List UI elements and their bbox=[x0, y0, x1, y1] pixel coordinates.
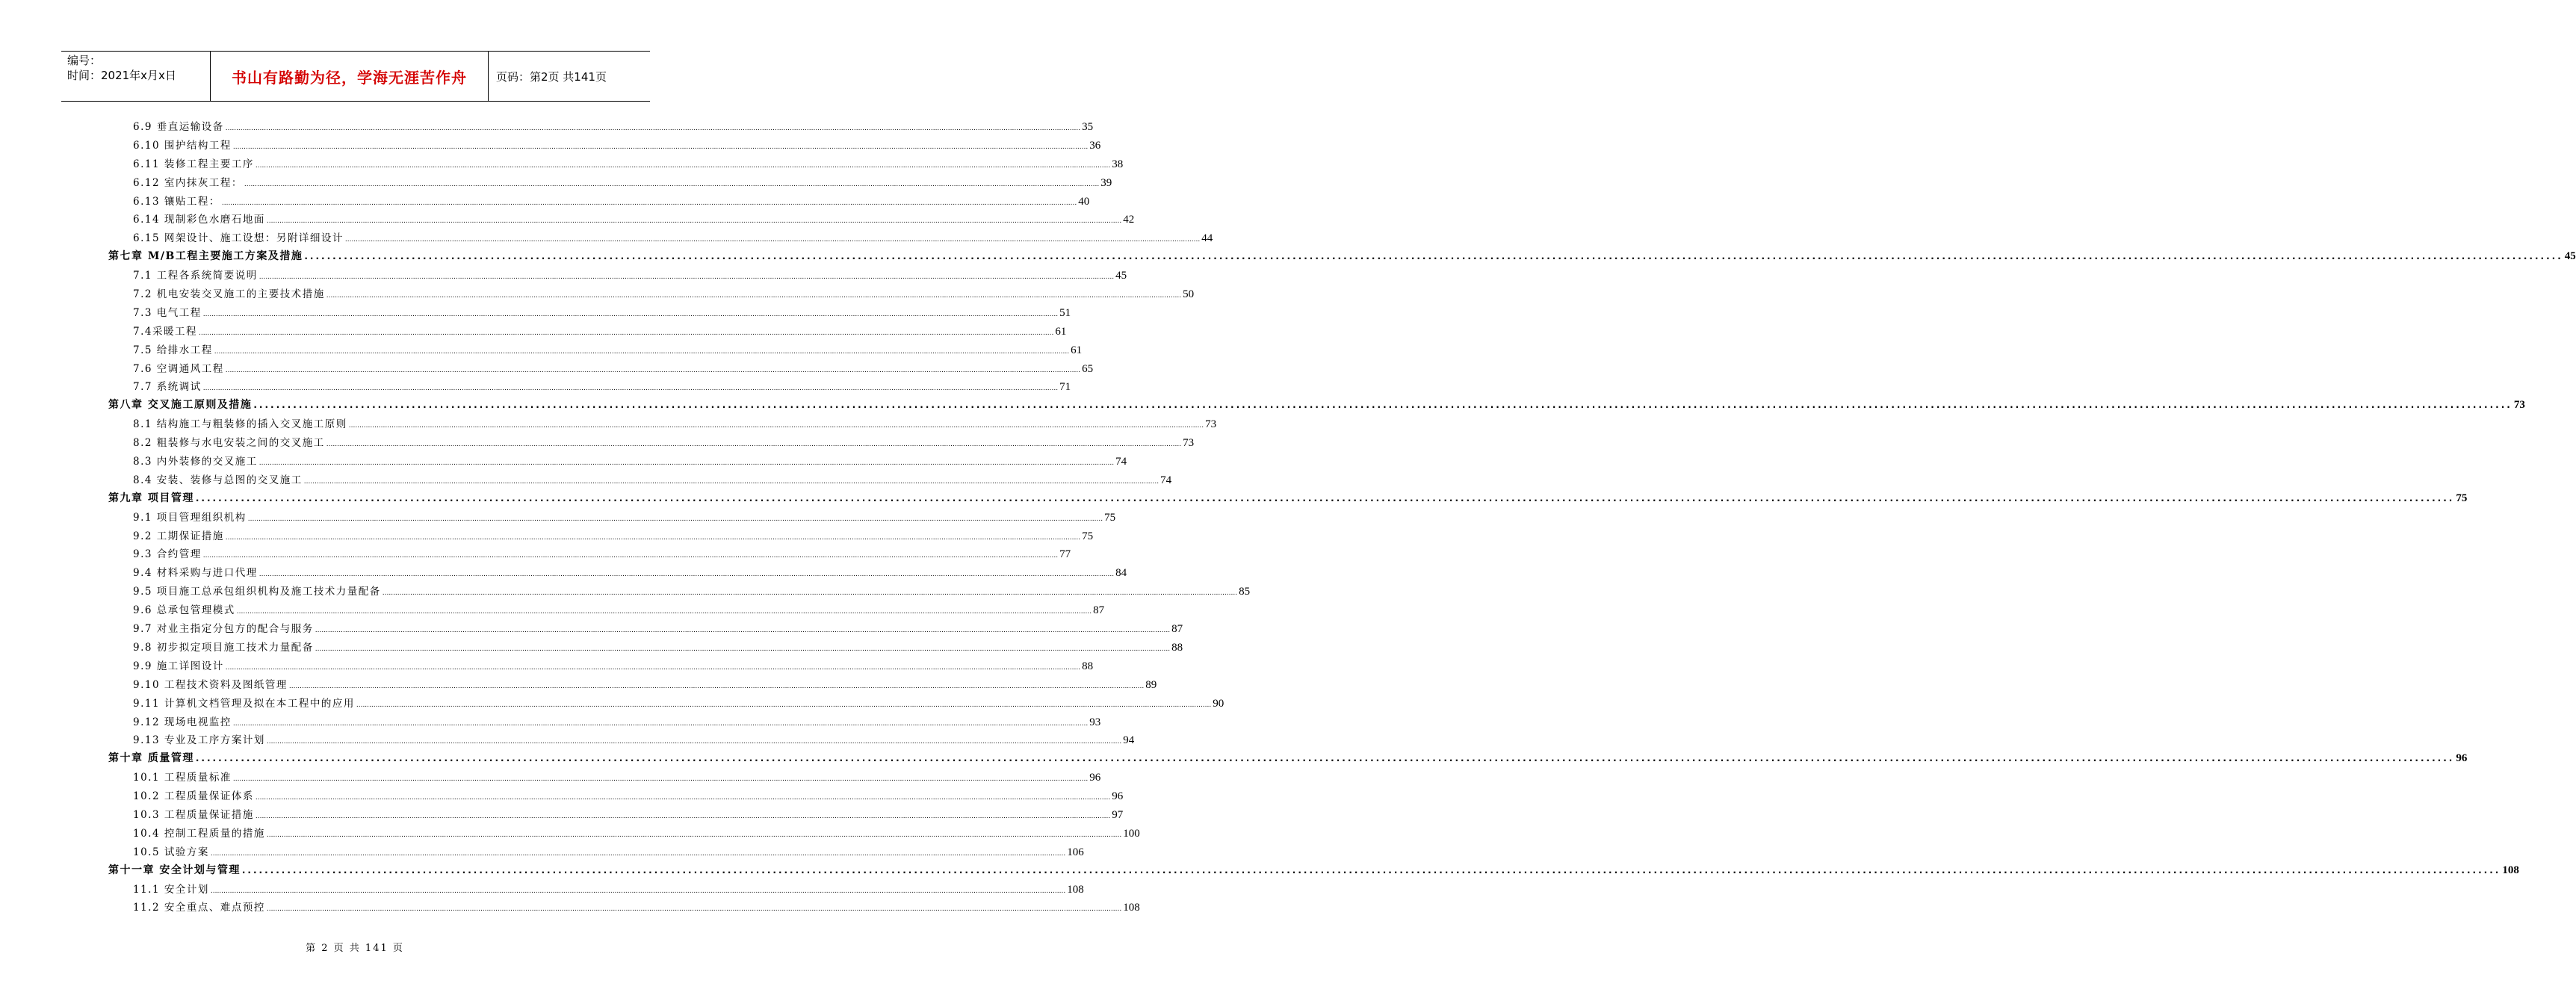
toc-leader-dots: ................................................................................................................................................................................................................................................................................................................................................................................................................ bbox=[356, 701, 1212, 709]
toc-entry-page: 74 bbox=[1115, 456, 1127, 468]
toc-entry-label: 9.10 工程技术资料及图纸管理 bbox=[133, 678, 288, 691]
toc-leader-dots: ................................................................................................................................................................................................................................................................................................................................................................................................................ bbox=[247, 515, 1103, 523]
toc-entry-page: 71 bbox=[1059, 381, 1071, 394]
toc-section-entry[interactable] bbox=[108, 601, 1105, 620]
toc-leader-dots: ................................................................................................................................................................................................................................................................................................................................................................................................................ bbox=[244, 180, 1100, 188]
toc-entry-label: 6.15 网架设计、施工设想：另附详细设计 bbox=[133, 232, 344, 245]
toc-entry-page: 94 bbox=[1123, 734, 1135, 747]
toc-section-entry[interactable] bbox=[108, 639, 1183, 657]
toc-section-entry[interactable] bbox=[108, 509, 1116, 527]
toc-entry-label: 9.2 工期保证措施 bbox=[133, 530, 224, 542]
page-header bbox=[61, 51, 650, 102]
toc-entry-label: 8.1 结构施工与粗装修的插入交叉施工原则 bbox=[133, 418, 347, 431]
toc-entry-label: 第九章 项目管理 bbox=[108, 492, 194, 504]
toc-leader-dots: ................................................................................................................................................................................................................................................................................................................................................................................................................ bbox=[232, 775, 1089, 784]
toc-entry-label: 8.2 粗装修与水电安装之间的交叉施工 bbox=[133, 437, 325, 450]
toc-entry-label: 7.2 机电安装交叉施工的主要技术措施 bbox=[133, 288, 325, 301]
toc-entry-page: 39 bbox=[1100, 176, 1112, 189]
toc-leader-dots: ................................................................................................................................................................................................................................................................................................................................................................................................................ bbox=[195, 492, 2455, 503]
toc-leader-dots: ................................................................................................................................................................................................................................................................................................................................................................................................................ bbox=[232, 143, 1089, 151]
toc-leader-dots: ................................................................................................................................................................................................................................................................................................................................................................................................................ bbox=[258, 459, 1115, 468]
toc-leader-dots: ................................................................................................................................................................................................................................................................................................................................................................................................................ bbox=[255, 794, 1111, 802]
toc-entry-label: 7.5 给排水工程 bbox=[133, 344, 213, 356]
toc-section-entry[interactable] bbox=[108, 787, 1124, 806]
toc-entry-page: 96 bbox=[2456, 752, 2468, 765]
toc-leader-dots: ................................................................................................................................................................................................................................................................................................................................................................................................................ bbox=[255, 812, 1111, 820]
toc-leader-dots: ................................................................................................................................................................................................................................................................................................................................................................................................................ bbox=[382, 589, 1238, 598]
toc-entry-label: 7.4采暖工程 bbox=[133, 325, 197, 338]
toc-section-entry[interactable] bbox=[108, 341, 1083, 360]
toc-entry-page: 73 bbox=[2513, 399, 2525, 412]
toc-leader-dots: ................................................................................................................................................................................................................................................................................................................................................................................................................ bbox=[210, 849, 1066, 858]
toc-entry-label: 10.1 工程质量标准 bbox=[133, 772, 232, 784]
toc-entry-page: 87 bbox=[1171, 623, 1183, 636]
toc-entry-label: 11.1 安全计划 bbox=[133, 883, 209, 896]
toc-section-entry[interactable] bbox=[108, 843, 1084, 862]
toc-entry-label: 9.4 材料采购与进口代理 bbox=[133, 567, 258, 580]
toc-entry-label: 10.2 工程质量保证体系 bbox=[133, 790, 254, 803]
toc-leader-dots: ................................................................................................................................................................................................................................................................................................................................................................................................................ bbox=[266, 217, 1122, 226]
toc-entry-label: 9.3 合约管理 bbox=[133, 548, 202, 561]
header-motto: 书山有路勤为径，学海无涯苦作舟 bbox=[211, 52, 489, 101]
toc-chapter-entry[interactable] bbox=[108, 248, 2576, 267]
toc-entry-page: 75 bbox=[2456, 492, 2468, 504]
toc-leader-dots: ................................................................................................................................................................................................................................................................................................................................................................................................................ bbox=[236, 608, 1092, 616]
toc-section-entry[interactable] bbox=[108, 527, 1094, 546]
toc-leader-dots: ................................................................................................................................................................................................................................................................................................................................................................................................................ bbox=[266, 738, 1122, 746]
toc-leader-dots: ................................................................................................................................................................................................................................................................................................................................................................................................................ bbox=[304, 251, 2563, 262]
toc-section-entry[interactable] bbox=[108, 118, 1094, 137]
toc-entry-page: 44 bbox=[1201, 232, 1213, 245]
toc-leader-dots: ................................................................................................................................................................................................................................................................................................................................................................................................................ bbox=[348, 422, 1204, 430]
toc-leader-dots: ................................................................................................................................................................................................................................................................................................................................................................................................................ bbox=[288, 682, 1145, 690]
toc-entry-page: 75 bbox=[1082, 530, 1094, 542]
toc-entry-page: 96 bbox=[1112, 790, 1124, 803]
toc-entry-page: 45 bbox=[2564, 250, 2576, 263]
toc-entry-label: 第十一章 安全计划与管理 bbox=[108, 864, 241, 876]
toc-entry-label: 10.5 试验方案 bbox=[133, 846, 209, 858]
toc-leader-dots: ................................................................................................................................................................................................................................................................................................................................................................................................................ bbox=[258, 571, 1115, 579]
toc-entry-page: 97 bbox=[1112, 808, 1124, 821]
toc-leader-dots: ................................................................................................................................................................................................................................................................................................................................................................................................................ bbox=[232, 719, 1089, 728]
toc-entry-label: 7.1 工程各系统简要说明 bbox=[133, 270, 258, 282]
toc-section-entry[interactable] bbox=[108, 378, 1071, 397]
toc-leader-dots: ................................................................................................................................................................................................................................................................................................................................................................................................................ bbox=[214, 347, 1070, 356]
toc-entry-page: 96 bbox=[1089, 772, 1101, 784]
toc-leader-dots: ................................................................................................................................................................................................................................................................................................................................................................................................................ bbox=[202, 310, 1059, 318]
toc-entry-label: 9.1 项目管理组织机构 bbox=[133, 511, 247, 524]
toc-entry-page: 35 bbox=[1082, 121, 1094, 133]
toc-entry-page: 87 bbox=[1093, 604, 1105, 617]
toc-entry-label: 9.5 项目施工总承包组织机构及施工技术力量配备 bbox=[133, 586, 381, 598]
toc-section-entry[interactable] bbox=[108, 806, 1124, 825]
toc-section-entry[interactable] bbox=[108, 453, 1127, 471]
toc-entry-label: 9.8 初步拟定项目施工技术力量配备 bbox=[133, 641, 314, 654]
toc-leader-dots: ................................................................................................................................................................................................................................................................................................................................................................................................................ bbox=[303, 477, 1159, 486]
toc-leader-dots: ................................................................................................................................................................................................................................................................................................................................................................................................................ bbox=[202, 552, 1059, 560]
toc-entry-page: 50 bbox=[1183, 288, 1195, 301]
toc-entry-label: 7.6 空调通风工程 bbox=[133, 362, 224, 375]
toc-entry-page: 77 bbox=[1059, 548, 1071, 561]
toc-entry-page: 74 bbox=[1160, 474, 1172, 486]
toc-section-entry[interactable] bbox=[108, 676, 1157, 695]
table-of-contents bbox=[108, 118, 2576, 917]
toc-entry-page: 106 bbox=[1067, 846, 1084, 858]
toc-entry-page: 108 bbox=[2502, 864, 2519, 876]
toc-entry-label: 8.3 内外装修的交叉施工 bbox=[133, 456, 258, 468]
toc-entry-page: 40 bbox=[1078, 195, 1090, 208]
toc-section-entry[interactable] bbox=[108, 193, 1090, 211]
toc-leader-dots: ................................................................................................................................................................................................................................................................................................................................................................................................................ bbox=[266, 905, 1122, 914]
toc-section-entry[interactable] bbox=[108, 731, 1135, 750]
toc-leader-dots: ................................................................................................................................................................................................................................................................................................................................................................................................................ bbox=[344, 236, 1201, 244]
toc-entry-page: 75 bbox=[1104, 511, 1116, 524]
toc-section-entry[interactable] bbox=[108, 713, 1101, 732]
toc-entry-page: 36 bbox=[1089, 139, 1101, 152]
toc-section-entry[interactable] bbox=[108, 174, 1112, 193]
toc-leader-dots: ................................................................................................................................................................................................................................................................................................................................................................................................................ bbox=[315, 645, 1171, 653]
toc-section-entry[interactable] bbox=[108, 620, 1183, 639]
toc-entry-label: 第八章 交叉施工原则及措施 bbox=[108, 399, 253, 412]
toc-section-entry[interactable] bbox=[108, 360, 1094, 379]
header-page-info: 页码：第2页 共141页 bbox=[496, 69, 607, 84]
toc-leader-dots: ................................................................................................................................................................................................................................................................................................................................................................................................................ bbox=[225, 366, 1081, 374]
toc-entry-label: 9.12 现场电视监控 bbox=[133, 716, 232, 728]
toc-chapter-entry[interactable] bbox=[108, 397, 2525, 415]
toc-entry-label: 6.14 现制彩色水磨石地面 bbox=[133, 214, 265, 226]
toc-entry-page: 61 bbox=[1055, 325, 1067, 338]
toc-entry-page: 84 bbox=[1115, 567, 1127, 580]
toc-entry-page: 100 bbox=[1123, 827, 1140, 840]
toc-entry-label: 7.3 电气工程 bbox=[133, 306, 202, 319]
toc-section-entry[interactable] bbox=[108, 229, 1213, 248]
toc-section-entry[interactable] bbox=[108, 583, 1251, 601]
toc-entry-page: 51 bbox=[1059, 306, 1071, 319]
toc-section-entry[interactable] bbox=[108, 155, 1124, 174]
toc-section-entry[interactable] bbox=[108, 323, 1067, 341]
toc-entry-page: 73 bbox=[1183, 437, 1195, 450]
toc-entry-label: 10.4 控制工程质量的措施 bbox=[133, 827, 265, 840]
toc-entry-label: 6.12 室内抹灰工程： bbox=[133, 176, 243, 189]
toc-section-entry[interactable] bbox=[108, 415, 1217, 434]
toc-entry-page: 61 bbox=[1071, 344, 1083, 356]
toc-entry-label: 6.9 垂直运输设备 bbox=[133, 121, 224, 133]
toc-entry-label: 10.3 工程质量保证措施 bbox=[133, 808, 254, 821]
toc-entry-label: 8.4 安装、装修与总图的交叉施工 bbox=[133, 474, 303, 486]
toc-entry-page: 73 bbox=[1205, 418, 1217, 431]
toc-entry-page: 88 bbox=[1082, 660, 1094, 672]
toc-entry-label: 6.10 围护结构工程 bbox=[133, 139, 232, 152]
toc-leader-dots: ................................................................................................................................................................................................................................................................................................................................................................................................................ bbox=[210, 887, 1066, 895]
toc-entry-label: 第七章 M/B工程主要施工方案及措施 bbox=[108, 250, 303, 263]
toc-section-entry[interactable] bbox=[108, 137, 1101, 155]
toc-leader-dots: ................................................................................................................................................................................................................................................................................................................................................................................................................ bbox=[326, 441, 1182, 449]
toc-entry-page: 90 bbox=[1213, 697, 1224, 710]
toc-section-entry[interactable] bbox=[108, 285, 1195, 304]
toc-entry-page: 65 bbox=[1082, 362, 1094, 375]
document-time: 时间：2021年x月x日 bbox=[67, 69, 176, 82]
toc-leader-dots: ................................................................................................................................................................................................................................................................................................................................................................................................................ bbox=[225, 125, 1081, 132]
toc-leader-dots: ................................................................................................................................................................................................................................................................................................................................................................................................................ bbox=[202, 385, 1059, 393]
toc-entry-label: 9.7 对业主指定分包方的配合与服务 bbox=[133, 623, 314, 636]
toc-leader-dots: ................................................................................................................................................................................................................................................................................................................................................................................................................ bbox=[255, 161, 1111, 170]
toc-entry-label: 9.6 总承包管理模式 bbox=[133, 604, 235, 617]
toc-section-entry[interactable] bbox=[108, 267, 1127, 285]
toc-section-entry[interactable] bbox=[108, 471, 1172, 490]
toc-leader-dots: ................................................................................................................................................................................................................................................................................................................................................................................................................ bbox=[225, 533, 1081, 542]
toc-section-entry[interactable] bbox=[108, 304, 1071, 323]
toc-leader-dots: ................................................................................................................................................................................................................................................................................................................................................................................................................ bbox=[195, 753, 2455, 764]
toc-entry-page: 42 bbox=[1123, 214, 1135, 226]
toc-section-entry[interactable] bbox=[108, 825, 1140, 843]
toc-section-entry[interactable] bbox=[108, 881, 1084, 899]
toc-section-entry[interactable] bbox=[108, 769, 1101, 787]
toc-entry-page: 89 bbox=[1145, 678, 1157, 691]
toc-entry-page: 108 bbox=[1067, 883, 1084, 896]
toc-chapter-entry[interactable] bbox=[108, 750, 2468, 769]
page-footer: 第 2 页 共 141 页 bbox=[306, 943, 404, 954]
document-code-label: 编号： bbox=[67, 54, 102, 67]
toc-section-entry[interactable] bbox=[108, 211, 1135, 229]
toc-entry-label: 9.13 专业及工序方案计划 bbox=[133, 734, 265, 747]
toc-entry-page: 45 bbox=[1115, 270, 1127, 282]
toc-entry-page: 93 bbox=[1089, 716, 1101, 728]
toc-entry-label: 6.11 装修工程主要工序 bbox=[133, 158, 254, 170]
toc-entry-label: 9.9 施工详图设计 bbox=[133, 660, 224, 672]
toc-entry-label: 11.2 安全重点、难点预控 bbox=[133, 902, 265, 914]
toc-chapter-entry[interactable] bbox=[108, 490, 2468, 509]
toc-entry-page: 108 bbox=[1123, 902, 1140, 914]
toc-leader-dots: ................................................................................................................................................................................................................................................................................................................................................................................................................ bbox=[266, 831, 1122, 839]
toc-section-entry[interactable] bbox=[108, 657, 1094, 676]
toc-entry-label: 9.11 计算机文档管理及拟在本工程中的应用 bbox=[133, 697, 355, 710]
toc-entry-page: 85 bbox=[1239, 586, 1251, 598]
toc-leader-dots: ................................................................................................................................................................................................................................................................................................................................................................................................................ bbox=[315, 627, 1171, 635]
toc-section-entry[interactable] bbox=[108, 564, 1127, 583]
header-meta bbox=[61, 52, 211, 101]
toc-entry-label: 7.7 系统调试 bbox=[133, 381, 202, 394]
toc-entry-label: 第十章 质量管理 bbox=[108, 752, 194, 765]
toc-chapter-entry[interactable] bbox=[108, 862, 2519, 881]
toc-leader-dots: ................................................................................................................................................................................................................................................................................................................................................................................................................ bbox=[326, 292, 1182, 300]
toc-leader-dots: ................................................................................................................................................................................................................................................................................................................................................................................................................ bbox=[258, 273, 1115, 282]
toc-entry-label: 6.13 镶贴工程： bbox=[133, 195, 220, 208]
toc-section-entry[interactable] bbox=[108, 899, 1140, 917]
toc-leader-dots: ................................................................................................................................................................................................................................................................................................................................................................................................................ bbox=[198, 329, 1054, 337]
toc-entry-page: 88 bbox=[1171, 641, 1183, 654]
toc-leader-dots: ................................................................................................................................................................................................................................................................................................................................................................................................................ bbox=[221, 199, 1077, 207]
toc-section-entry[interactable] bbox=[108, 695, 1224, 713]
toc-leader-dots: ................................................................................................................................................................................................................................................................................................................................................................................................................ bbox=[253, 400, 2512, 411]
toc-leader-dots: ................................................................................................................................................................................................................................................................................................................................................................................................................ bbox=[225, 663, 1081, 672]
toc-section-entry[interactable] bbox=[108, 545, 1071, 564]
toc-leader-dots: ................................................................................................................................................................................................................................................................................................................................................................................................................ bbox=[241, 864, 2501, 876]
toc-entry-page: 38 bbox=[1112, 158, 1124, 170]
toc-section-entry[interactable] bbox=[108, 434, 1195, 453]
